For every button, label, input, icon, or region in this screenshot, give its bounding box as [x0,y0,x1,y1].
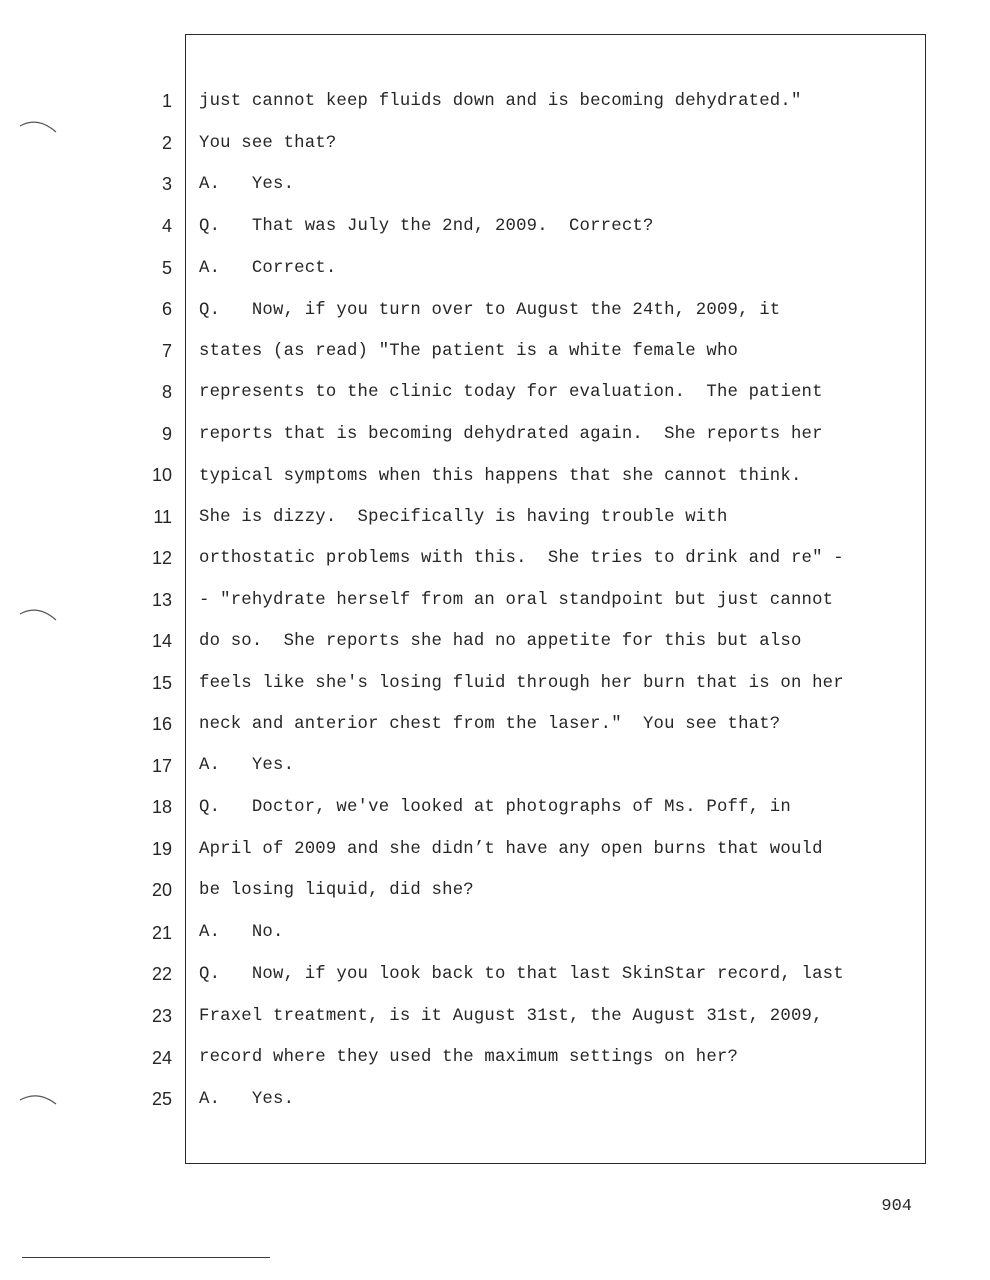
line-number: 4 [161,216,172,236]
line-number: 17 [151,756,172,776]
line-number: 7 [161,341,172,361]
line-number: 8 [161,382,172,402]
line-text: - "rehydrate herself from an oral standpoint but just cannot [199,591,834,610]
line-text: states (as read) "The patient is a white female who [199,342,739,361]
line-text: A. No. [199,923,284,942]
line-number: 16 [151,714,172,734]
line-text: reports that is becoming dehydrated again. She reports her [199,425,823,444]
line-number: 19 [151,839,172,859]
line-text: do so. She reports she had no appetite for this but also [199,632,802,651]
line-number: 13 [151,590,172,610]
line-text: typical symptoms when this happens that she cannot think. [199,467,802,486]
line-number: 25 [151,1089,172,1109]
line-text: neck and anterior chest from the laser." You see that? [199,715,781,734]
line-number: 1 [161,91,172,111]
line-text: just cannot keep fluids down and is becoming dehydrated." [199,92,802,111]
footer-rule [22,1257,270,1258]
line-number-margin-rule [185,76,186,1124]
line-number: 23 [151,1006,172,1026]
line-text: Q. Now, if you turn over to August the 24th, 2009, it [199,301,781,320]
line-number: 21 [151,923,172,943]
line-text: A. Yes. [199,1090,295,1109]
binder-hole-mark [18,118,58,138]
page-number: 904 [881,1197,912,1216]
line-text: A. Yes. [199,756,295,775]
line-number: 11 [153,507,172,527]
line-text: feels like she's losing fluid through her burn that is on her [199,674,844,693]
line-text: orthostatic problems with this. She tries to drink and re" - [199,549,844,568]
line-text: A. Yes. [199,175,295,194]
line-text: represents to the clinic today for evaluation. The patient [199,383,823,402]
line-number: 14 [151,631,172,651]
line-number: 3 [161,174,172,194]
line-number: 6 [161,299,172,319]
line-number: 22 [151,964,172,984]
line-text: A. Correct. [199,259,337,278]
line-number: 5 [161,258,172,278]
line-number: 9 [161,424,172,444]
line-number: 20 [151,880,172,900]
line-text: You see that? [199,134,337,153]
line-number: 10 [151,465,172,485]
line-number: 12 [151,548,172,568]
line-text: Q. Doctor, we've looked at photographs of Ms. Poff, in [199,798,791,817]
line-text: April of 2009 and she didn’t have any open burns that would [199,840,823,859]
line-number: 2 [161,133,172,153]
line-text: Q. Now, if you look back to that last SkinStar record, last [199,965,844,984]
line-text: Q. That was July the 2nd, 2009. Correct? [199,217,654,236]
line-number: 18 [151,797,172,817]
binder-hole-mark [18,606,58,626]
line-number: 15 [151,673,172,693]
line-text: be losing liquid, did she? [199,881,474,900]
line-text: Fraxel treatment, is it August 31st, the August 31st, 2009, [199,1007,823,1026]
line-number: 24 [151,1048,172,1068]
binder-hole-mark [18,1090,58,1110]
line-text: She is dizzy. Specifically is having trouble with [199,508,728,527]
line-text: record where they used the maximum settings on her? [199,1048,739,1067]
